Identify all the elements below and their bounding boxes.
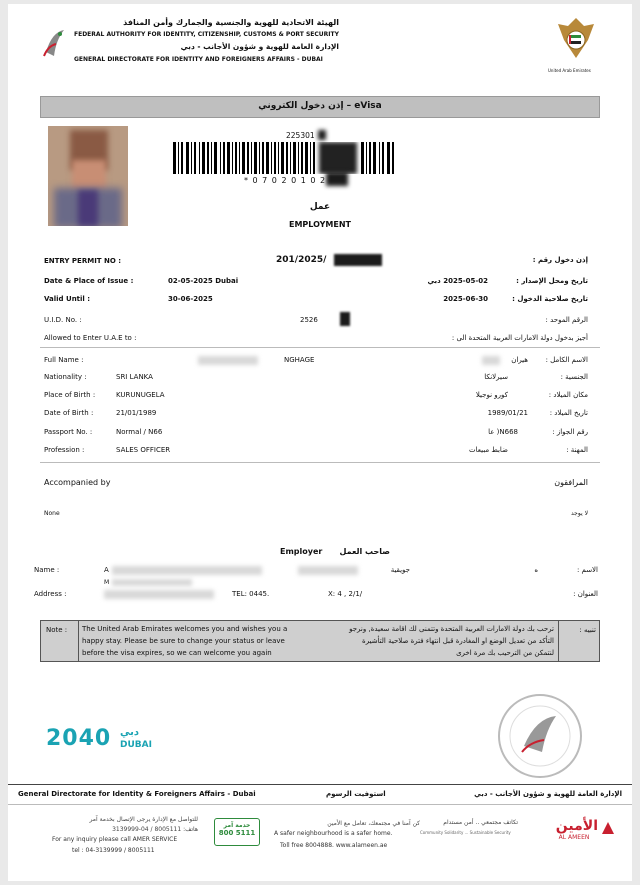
note-divider-left <box>78 620 79 662</box>
passport-label-ar: رقم الجواز : <box>552 428 588 436</box>
dob-value-ar: 1989/01/21 <box>487 409 528 417</box>
employer-tel: TEL: 0445. <box>232 590 270 598</box>
redaction-block <box>334 254 382 266</box>
nationality-value: SRI LANKA <box>116 373 153 381</box>
divider <box>40 347 600 348</box>
valid-value-ar: 2025-06-30 <box>443 295 488 303</box>
entry-permit-value: 201/2025/ <box>276 255 327 265</box>
alameen-en-2: Toll free 8004888. www.alameen.ae <box>280 842 388 849</box>
redaction-block <box>112 566 262 575</box>
nationality-value-ar: سيرلانكا <box>484 373 508 381</box>
accompanied-label: Accompanied by <box>44 478 111 487</box>
issue-value: 02-05-2025 Dubai <box>168 277 239 285</box>
allowed-label-ar: أجيز بدخول دولة الامارات العربية المتحدة الى : <box>451 334 588 342</box>
community-ar: تكاتف مجتمعي .. أمن مستدام <box>443 819 518 826</box>
employer-name-label-ar: الاسم : <box>576 566 598 574</box>
redaction-block <box>340 312 350 326</box>
expo-ar: دبي <box>120 727 140 738</box>
redaction-block <box>112 579 192 586</box>
footer-center-ar: استوفيت الرسوم <box>326 790 386 798</box>
dob-label-ar: تاريخ الميلاد : <box>549 409 588 417</box>
profession-label: Profession : <box>44 446 85 454</box>
footer-divider <box>8 804 632 805</box>
community-en: Community Solidarity ... Sustainable Security <box>420 830 511 835</box>
employer-name-value-ar: جويقية <box>390 566 410 574</box>
employer-address-label-ar: العنوان : <box>573 590 598 598</box>
uae-emblem-icon <box>554 14 598 66</box>
evisa-title: إذن دخول الكتروني – eVisa <box>258 101 382 111</box>
redaction-block <box>318 130 326 140</box>
issue-label-ar: تاريخ ومحل الإصدار : <box>516 277 588 285</box>
employer-address-label: Address : <box>34 590 67 598</box>
full-name-value: NGHAGE <box>284 356 315 364</box>
directorate-name-ar: الإدارة العامة للهوية و شؤون الأجانب - دبي <box>180 42 339 51</box>
expo-en: DUBAI <box>120 740 152 750</box>
birthplace-value-ar: كورو نوجيلا <box>475 391 508 399</box>
full-name-value-ar: هيران <box>511 356 528 364</box>
amer-ar-2: هاتف: 8005111 / 04-3139999 <box>112 826 198 833</box>
seal-falcon-icon <box>500 696 580 776</box>
redaction-block <box>326 172 348 186</box>
applicant-photo <box>48 126 128 226</box>
alameen-logo-ar: الأمين <box>555 818 598 834</box>
visa-type-en: EMPLOYMENT <box>289 220 351 229</box>
uid-label-ar: الرقم الموحد : <box>545 316 588 324</box>
visa-type-ar: عمل <box>309 202 331 212</box>
employer-heading-ar: صاحب العمل <box>339 547 390 556</box>
employer-name-label: Name : <box>34 566 60 574</box>
redaction-block <box>104 590 214 599</box>
dob-label: Date of Birth : <box>44 409 94 417</box>
amer-en-1: For any inquiry please call AMER SERVICE <box>52 836 178 843</box>
employer-heading: Employer <box>280 547 323 556</box>
accompanied-label-ar: المرافقون <box>554 478 588 487</box>
amer-ar-1: للتواصل مع الإدارة يرجى الإتصال بخدمة آمر <box>89 816 198 823</box>
footer-left-en: General Directorate for Identity & Foreigners Affairs - Dubai <box>18 790 256 798</box>
footer-divider <box>8 784 632 785</box>
expo-number: 2040 <box>46 726 112 751</box>
entry-permit-label: ENTRY PERMIT NO : <box>44 257 122 265</box>
redaction-block <box>198 356 258 365</box>
footer-right-ar: الإدارة العامة للهوية و شؤون الأجانب - دبي <box>474 790 622 798</box>
authority-logo-icon <box>42 26 66 60</box>
barcode-number-top: 225301 <box>286 131 315 140</box>
emblem-caption: United Arab Emirates <box>548 68 591 73</box>
issue-value-ar: 2025-05-02 دبي <box>427 277 488 285</box>
amer-badge-word: خدمة آمر <box>223 822 251 829</box>
entry-permit-label-ar: إذن دخول رقم : <box>532 256 588 264</box>
valid-label: Valid Until : <box>44 295 91 303</box>
profession-value-ar: ضابط مبيعات <box>469 446 508 454</box>
alameen-en-1: A safer neighbourhood is a safer home. <box>274 830 393 837</box>
alameen-logo <box>532 818 616 848</box>
birthplace-value: KURUNUGELA <box>116 391 165 399</box>
amer-badge <box>214 818 260 846</box>
authority-name-ar: الهيئة الاتحادية للهوية والجنسية والجمارك وأمن المنافذ <box>123 18 339 27</box>
directorate-name-en: GENERAL DIRECTORATE FOR IDENTITY AND FOREIGNERS AFFAIRS - DUBAI <box>74 56 323 63</box>
note-text-en-2: happy stay. Please be sure to change your status or leave <box>82 637 285 645</box>
note-text-ar-2: التأكد من تعديل الوضع او المغادرة قبل انتهاء فترة صلاحية التأشيرة <box>362 637 554 645</box>
passport-label: Passport No. : <box>44 428 93 436</box>
employer-name-value-2: M <box>104 579 110 586</box>
visa-document <box>8 4 632 881</box>
full-name-label: Full Name : <box>44 356 84 364</box>
uid-label: U.I.D. No. : <box>44 316 82 324</box>
note-text-en-1: The United Arab Emirates welcomes you and wishes you a <box>82 625 288 633</box>
amer-en-2: tel : 04-3139999 / 8005111 <box>72 847 155 854</box>
alameen-emblem-icon <box>600 820 616 836</box>
full-name-label-ar: الاسم الكامل : <box>545 356 588 364</box>
birthplace-label: Place of Birth : <box>44 391 96 399</box>
dubai-2040-logo <box>46 726 111 751</box>
amer-badge-number: 800 5111 <box>218 829 256 837</box>
note-label-ar: تنبيه : <box>579 626 596 634</box>
accompanied-value: None <box>44 510 60 517</box>
valid-value: 30-06-2025 <box>168 295 213 303</box>
nationality-label-ar: الجنسية : <box>560 373 588 381</box>
uid-value: 2526 <box>300 316 318 324</box>
profession-value: SALES OFFICER <box>116 446 171 454</box>
valid-label-ar: تاريخ صلاحية الدخول : <box>512 295 588 303</box>
official-seal <box>498 694 582 778</box>
employer-pobox: X: 4 , 2/1/ <box>328 590 363 598</box>
alameen-ar: كن آمنا في مجتمعك، تعامل مع الأمين <box>327 820 420 827</box>
issue-label: Date & Place of Issue : <box>44 277 134 285</box>
employer-name-value: A <box>104 566 109 574</box>
passport-value: Normal / N66 <box>116 428 163 436</box>
note-label: Note : <box>46 626 68 634</box>
note-text-ar-3: لنتمكن من الترحيب بك مرة اخرى <box>456 649 554 657</box>
birthplace-label-ar: مكان الميلاد : <box>548 391 588 399</box>
note-divider-right <box>558 620 559 662</box>
allowed-label: Allowed to Enter U.A.E to : <box>44 334 137 342</box>
barcode-icon <box>173 142 398 174</box>
nationality-label: Nationality : <box>44 373 87 381</box>
note-text-ar-1: ترحب بك دولة الامارات العربية المتحدة وتتمنى لك اقامة سعيدة, ونرجو <box>349 625 554 633</box>
alameen-logo-en: AL AMEEN <box>558 834 590 841</box>
authority-name-en: FEDERAL AUTHORITY FOR IDENTITY, CITIZENSHIP, CUSTOMS & PORT SECURITY <box>74 31 339 38</box>
note-text-en-3: before the visa expires, so we can welcome you again <box>82 649 272 657</box>
barcode-number-bottom: * 0 7 0 2 0 1 0 2 <box>244 176 327 185</box>
dob-value: 21/01/1989 <box>116 409 157 417</box>
passport-value-ar: N668( عا <box>488 428 518 436</box>
accompanied-value-ar: لا يوجد <box>571 510 588 517</box>
employer-name-value-ar-2: ه <box>534 566 538 574</box>
divider <box>40 462 600 463</box>
profession-label-ar: المهنة : <box>566 446 588 454</box>
